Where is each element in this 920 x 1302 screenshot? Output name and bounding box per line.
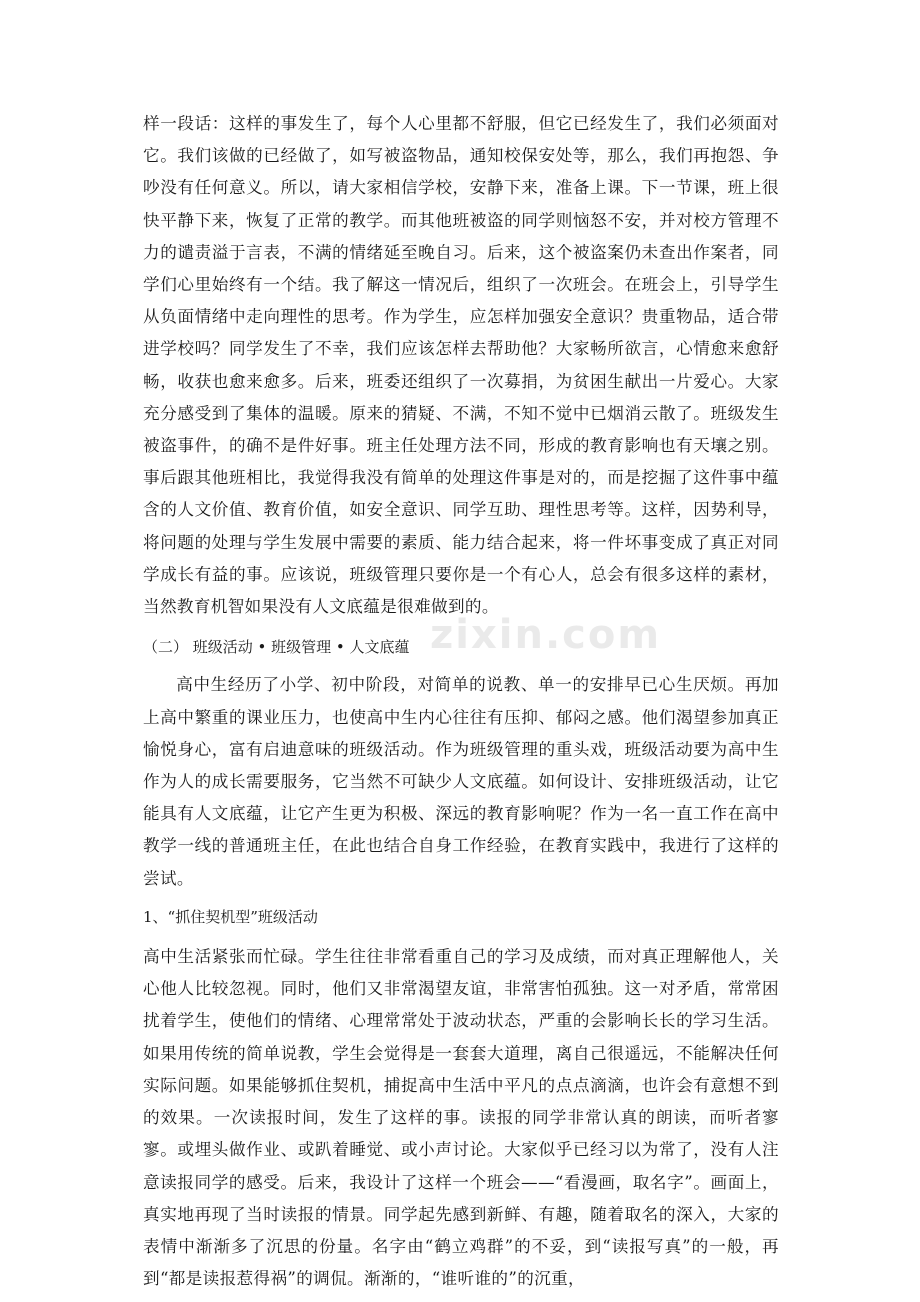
section-heading: （二） 班级活动 • 班级管理 • 人文底蕴 [143, 638, 410, 657]
document-body [143, 108, 779, 1295]
paragraph-1: 样一段话：这样的事发生了，每个人心里都不舒服，但它已经发生了，我们必须面对它。我们该做的已经做了，如写被盗物品，通知校保安处等，那么，我们再抱怨、争吵没有任何意义。所以，请大家相信学校，安静下来，准备上课。下一节课，班上很快平静下来，恢复了正常的教学。而其他班被盗的同学则恼怒不安，并对校方管理不力的谴责溢于言表，不满的情绪延至晚自习。后来，这个被盗案仍未查出作案者，同学们心里始终有一个结。我了解这一情况后，组织了一次班会。在班会上，引导学生从负面情绪中走向理性的思考。作为学生，应怎样加强安全意识？贵重物品，适合带进学校吗？同学发生了不幸，我们应该怎样去帮助他？大家畅所欲言，心情愈来愈舒畅，收获也愈来愈多。后来，班委还组织了一次募捐，为贫困生献出一片爱心。大家充分感受到了集体的温暖。原来的猜疑、不满，不知不觉中已烟消云散了。班级发生被盗事件，的确不是件好事。班主任处理方法不同，形成的教育影响也有天壤之别。事后跟其他班相比，我觉得我没有简单的处理这件事是对的，而是挖掘了这件事中蕴含的人文价值、教育价值，如安全意识、同学互助、理性思考等。这样，因势利导，将问题的处理与学生发展中需要的素质、能力结合起来，将一件坏事变成了真正对同学成长有益的事。应该说，班级管理只要你是一个有心人，总会有很多这样的素材，当然教育机智如果没有人文底蕴是很难做到的。 [143, 114, 779, 617]
subsection-heading: 1、“抓住契机型”班级活动 [143, 907, 318, 926]
watermark-text: zixin.com [430, 612, 662, 658]
paragraph-3: 高中生活紧张而忙碌。学生往往非常看重自己的学习及成绩，而对真正理解他人，关心他人比较忽视。同时，他们又非常渴望友谊，非常害怕孤独。这一对矛盾，常常困扰着学生，使他们的情绪、心理常常处于波动状态，严重的会影响长长的学习生活。如果用传统的简单说教，学生会觉得是一套套大道理，离自己很遥远，不能解决任何实际问题。如果能够抓住契机，捕捉高中生活中平凡的点点滴滴，也许会有意想不到的效果。一次读报时间，发生了这样的事。读报的同学非常认真的朗读，而听者寥寥。或埋头做作业、或趴着睡觉、或小声讨论。大家似乎已经习以为常了，没有人注意读报同学的感受。后来，我设计了这样一个班会——“看漫画，取名字”。画面上，真实地再现了当时读报的情景。同学起先感到新鲜、有趣，随着取名的深入，大家的表情中渐渐多了沉思的份量。名字由“鹤立鸡群”的不妥，到“读报写真”的一般，再到“都是读报惹得祸”的调侃。渐渐的，“谁听谁的”的沉重， [143, 947, 779, 1289]
paragraph-2: 高中生经历了小学、初中阶段，对简单的说教、单一的安排早已心生厌烦。再加上高中繁重的课业压力，也使高中生内心往往有压抑、郁闷之感。他们渴望参加真正愉悦身心，富有启迪意味的班级活动。作为班级管理的重头戏，班级活动要为高中生作为人的成长需要服务，它当然不可缺少人文底蕴。如何设计、安排班级活动，让它能具有人文底蕴，让它产生更为积极、深远的教育影响呢？作为一名一直工作在高中教学一线的普通班主任，在此也结合自身工作经验，在教育实践中，我进行了这样的尝试。 [143, 675, 779, 888]
